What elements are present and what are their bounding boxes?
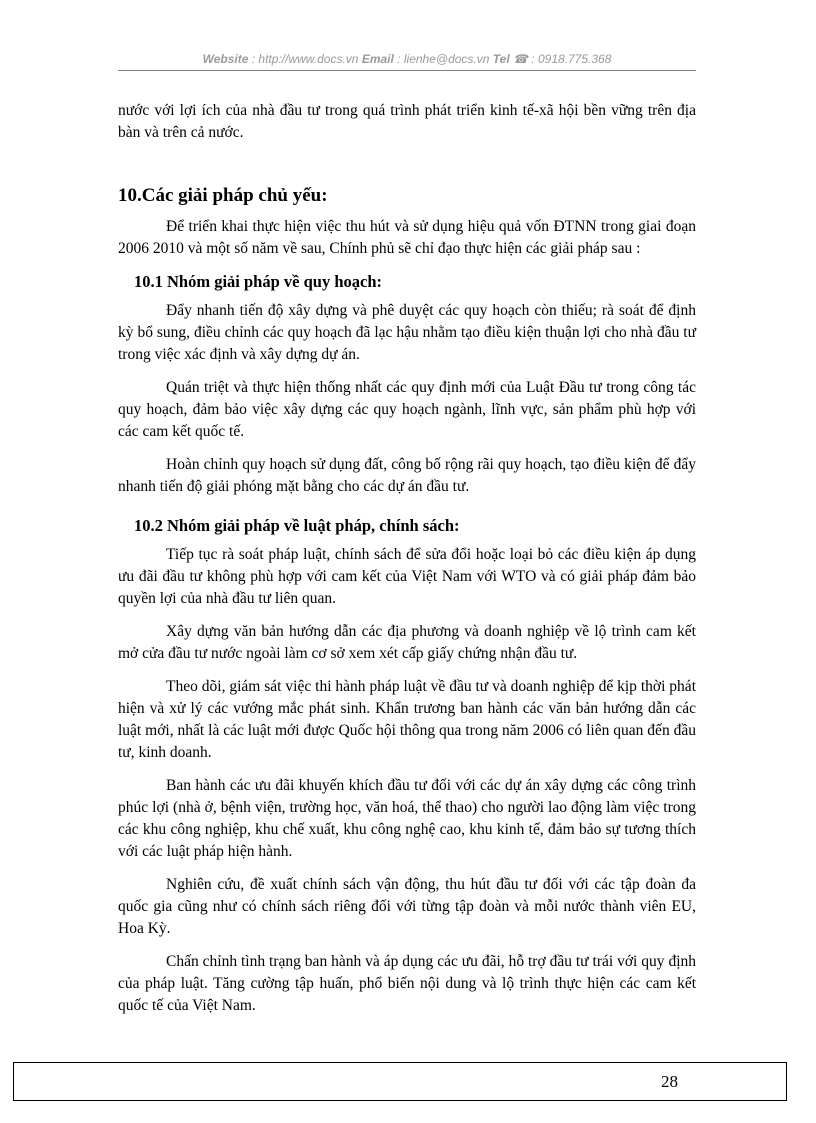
- section-10-1-title: 10.1 Nhóm giải pháp về quy hoạch:: [134, 272, 383, 291]
- section-10-title: 10.Các giải pháp chủ yếu:: [118, 185, 328, 206]
- paragraph: Đẩy nhanh tiến độ xây dựng và phê duyệt các quy hoạch còn thiếu; rà soát để định kỳ bổ sung, điều chỉnh các quy hoạch đã lạc hậu nhằm tạo điều kiện thuận lợi cho nhà đầu tư trong việc xác định và xây dựng dự án.: [118, 302, 696, 363]
- intro-paragraph: nước với lợi ích của nhà đầu tư trong quá trình phát triển kinh tế-xã hội bền vững trên địa bàn và trên cả nước.: [118, 102, 696, 141]
- tel-value: ☎ : 0918.775.368: [513, 52, 612, 66]
- paragraph: Nghiên cứu, đề xuất chính sách vận động, thu hút đầu tư đối với các tập đoàn đa quốc gia cũng như có chính sách riêng đối với từng tập đoàn và mỗi nước thành viên EU, Hoa Kỳ.: [118, 876, 696, 937]
- header-divider: [118, 70, 696, 71]
- paragraph: Ban hành các ưu đãi khuyến khích đầu tư đối với các dự án xây dựng các công trình phúc lợi (nhà ở, bệnh viện, trường học, văn hoá, thể thao) cho người lao động làm việc trong các khu công nghiệp, khu chế xuất, khu công nghệ cao, khu kinh tế, đảm bảo sự tương thích với các luật pháp hiện hành.: [118, 777, 696, 860]
- paragraph: Tiếp tục rà soát pháp luật, chính sách để sửa đổi hoặc loại bỏ các điều kiện áp dụng ưu đãi đầu tư không phù hợp với cam kết của Việt Nam với WTO và có giải pháp đảm bảo quyền lợi của nhà đầu tư liên quan.: [118, 546, 696, 607]
- page-number: 28: [661, 1072, 678, 1091]
- website-value: : http://www.docs.vn: [251, 52, 359, 66]
- paragraph: Xây dựng văn bản hướng dẫn các địa phương và doanh nghiệp về lộ trình cam kết mở cửa đầu tư nước ngoài làm cơ sở xem xét cấp giấy chứng nhận đầu tư.: [118, 623, 696, 662]
- page-footer: [13, 1062, 787, 1101]
- paragraph: Hoàn chỉnh quy hoạch sử dụng đất, công bố rộng rãi quy hoạch, tạo điều kiện để đẩy nhanh tiến độ giải phóng mặt bằng cho các dự án đầu tư.: [118, 456, 696, 495]
- website-label: Website: [202, 52, 249, 66]
- document-body: [118, 100, 696, 1017]
- section-10-intro: Để triển khai thực hiện việc thu hút và sử dụng hiệu quả vốn ĐTNN trong giai đoạn 2006 2010 và một số năm về sau, Chính phủ sẽ chỉ đạo thực hiện các giải pháp sau :: [118, 218, 696, 257]
- paragraph: Theo dõi, giám sát việc thi hành pháp luật về đầu tư và doanh nghiệp để kịp thời phát hiện và xử lý các vướng mắc phát sinh. Khẩn trương ban hành các văn bản hướng dẫn các luật mới, nhất là các luật mới được Quốc hội thông qua trong năm 2006 có liên quan đến đầu tư, kinh doanh.: [118, 678, 696, 761]
- paragraph: Quán triệt và thực hiện thống nhất các quy định mới của Luật Đầu tư trong công tác quy hoạch, đảm bảo việc xây dựng các quy hoạch ngành, lĩnh vực, sản phẩm phù hợp với các cam kết quốc tế.: [118, 379, 696, 440]
- paragraph: Chấn chỉnh tình trạng ban hành và áp dụng các ưu đãi, hỗ trợ đầu tư trái với quy định của pháp luật. Tăng cường tập huấn, phổ biến nội dung và lộ trình thực hiện các cam kết quốc tế của Việt Nam.: [118, 953, 696, 1014]
- page-header: [118, 52, 696, 66]
- tel-label: Tel: [492, 52, 510, 66]
- section-10-2-title: 10.2 Nhóm giải pháp về luật pháp, chính sách:: [134, 516, 460, 535]
- email-label: Email: [361, 52, 394, 66]
- email-value: : lienhe@docs.vn: [397, 52, 490, 66]
